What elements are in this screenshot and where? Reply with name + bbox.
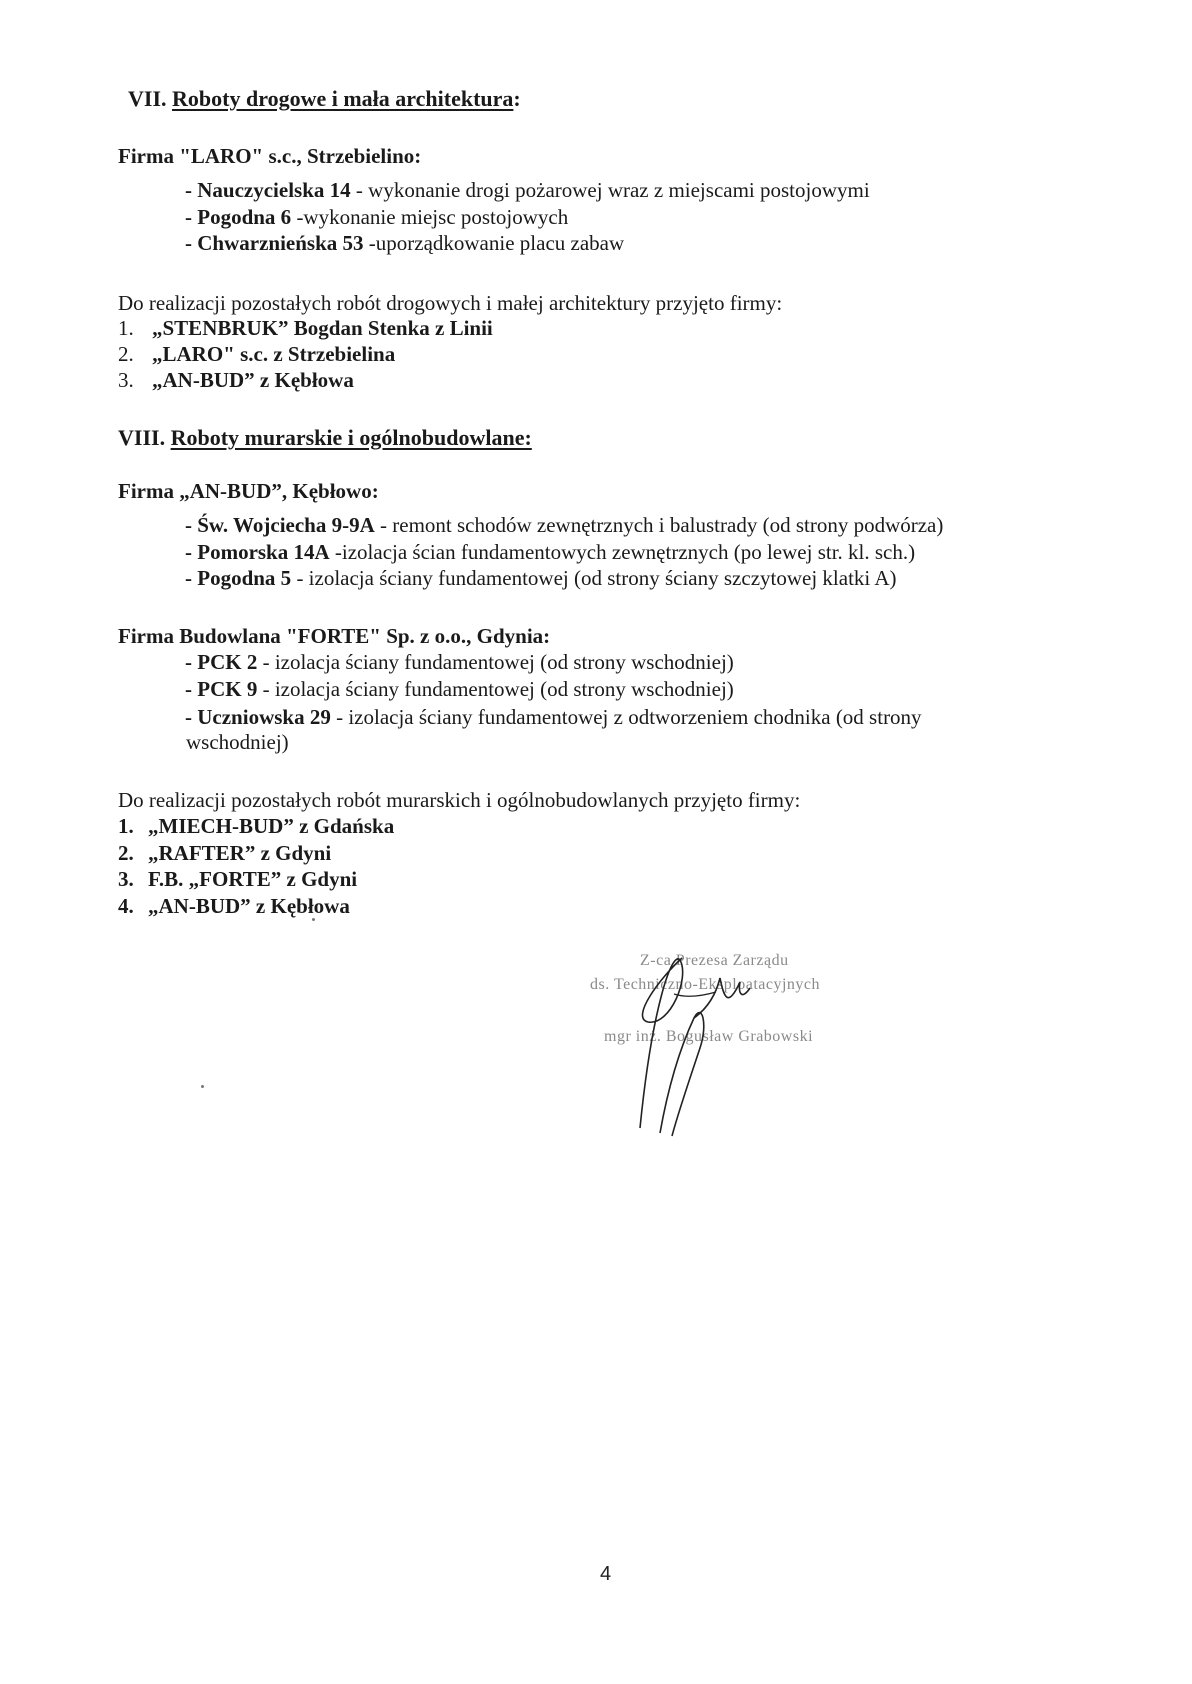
list-number: 1. (118, 814, 134, 838)
list-company: „RAFTER” z Gdyni (148, 841, 332, 865)
official-stamp (590, 938, 890, 1138)
item-address: - Pogodna 6 (185, 205, 292, 229)
list-number: 4. (118, 894, 134, 918)
section-vii-list-item (118, 367, 354, 394)
section-viii-intro: Do realizacji pozostałych robót murarskich i ogólnobudowlanych przyjęto firmy: (118, 788, 801, 812)
stamp-line-title: Z-ca Prezesa Zarządu (640, 952, 789, 969)
section-vii-heading (128, 86, 521, 112)
section-vii-item (185, 177, 870, 204)
item-description: -wykonanie miejsc postojowych (291, 205, 569, 229)
item-description: - izolacja ściany fundamentowej z odtworzeniem chodnika (od strony (330, 705, 922, 729)
section-viii-item (185, 704, 922, 731)
list-number: 1. (118, 316, 134, 340)
item-description: - wykonanie drogi pożarowej wraz z miejscami postojowymi (350, 178, 870, 202)
list-company: „AN-BUD” z Kębłowa (152, 368, 354, 392)
handwritten-signature (590, 938, 890, 1138)
stamp-line-name: mgr inż. Bogusław Grabowski (604, 1028, 814, 1045)
item-address: - PCK 9 (185, 677, 258, 701)
list-number: 2. (118, 841, 134, 865)
list-company: „STENBRUK” Bogdan Stenka z Linii (152, 316, 493, 340)
section-viii-item (185, 539, 915, 566)
section-vii-number: VII. (128, 86, 167, 111)
section-vii-colon: : (513, 86, 521, 111)
section-viii-firm-forte: Firma Budowlana "FORTE" Sp. z o.o., Gdynia: (118, 624, 551, 648)
item-address: - Uczniowska 29 (185, 705, 331, 729)
item-address: - Św. Wojciecha 9-9A (185, 513, 375, 537)
scan-speck (201, 1085, 204, 1088)
section-vii-item (185, 204, 568, 231)
section-vii-list-item (118, 341, 395, 368)
section-viii-item-continuation: wschodniej) (186, 730, 289, 754)
stamp-line-department: ds. Techniczno-Eksploatacyjnych (590, 976, 821, 993)
section-vii-firm: Firma "LARO" s.c., Strzebielino: (118, 144, 422, 168)
item-address: - Pogodna 5 (185, 566, 292, 590)
section-viii-list-item (118, 840, 331, 867)
section-vii-title: Roboty drogowe i mała architektura (172, 86, 514, 111)
section-viii-list-item (118, 813, 394, 840)
section-viii-heading (118, 425, 532, 451)
list-number: 3. (118, 867, 134, 891)
list-company: „MIECH-BUD” z Gdańska (148, 814, 395, 838)
section-viii-firm-anbud: Firma „AN-BUD”, Kębłowo: (118, 479, 379, 503)
section-vii-intro: Do realizacji pozostałych robót drogowych i małej architektury przyjęto firmy: (118, 291, 783, 315)
section-viii-item (185, 649, 734, 676)
item-address: - Chwarznieńska 53 (185, 231, 364, 255)
item-description: - remont schodów zewnętrznych i balustrady (od strony podwórza) (374, 513, 944, 537)
item-address: - Pomorska 14A (185, 540, 330, 564)
section-viii-number: VIII. (118, 425, 166, 450)
item-description: - izolacja ściany fundamentowej (od strony wschodniej) (257, 650, 734, 674)
item-description: -uporządkowanie placu zabaw (363, 231, 625, 255)
list-company: „AN-BUD” z Kębłowa (148, 894, 350, 918)
item-address: - Nauczycielska 14 (185, 178, 351, 202)
section-viii-item (185, 676, 734, 703)
section-viii-title: Roboty murarskie i ogólnobudowlane: (170, 425, 532, 450)
item-description: - izolacja ściany fundamentowej (od strony wschodniej) (257, 677, 734, 701)
section-vii-item (185, 230, 624, 257)
list-number: 3. (118, 368, 134, 392)
section-viii-list-item (118, 866, 357, 893)
list-company: F.B. „FORTE” z Gdyni (148, 867, 358, 891)
section-viii-item (185, 565, 897, 592)
section-viii-list-item (118, 893, 350, 920)
section-viii-item (185, 512, 943, 539)
list-company: „LARO" s.c. z Strzebielina (152, 342, 396, 366)
section-vii-list-item (118, 315, 493, 342)
item-address: - PCK 2 (185, 650, 258, 674)
item-description: -izolacja ścian fundamentowych zewnętrznych (po lewej str. kl. sch.) (329, 540, 916, 564)
scan-speck (312, 918, 315, 921)
list-number: 2. (118, 342, 134, 366)
page-number: 4 (600, 1563, 612, 1585)
item-description: - izolacja ściany fundamentowej (od strony ściany szczytowej klatki A) (291, 566, 897, 590)
